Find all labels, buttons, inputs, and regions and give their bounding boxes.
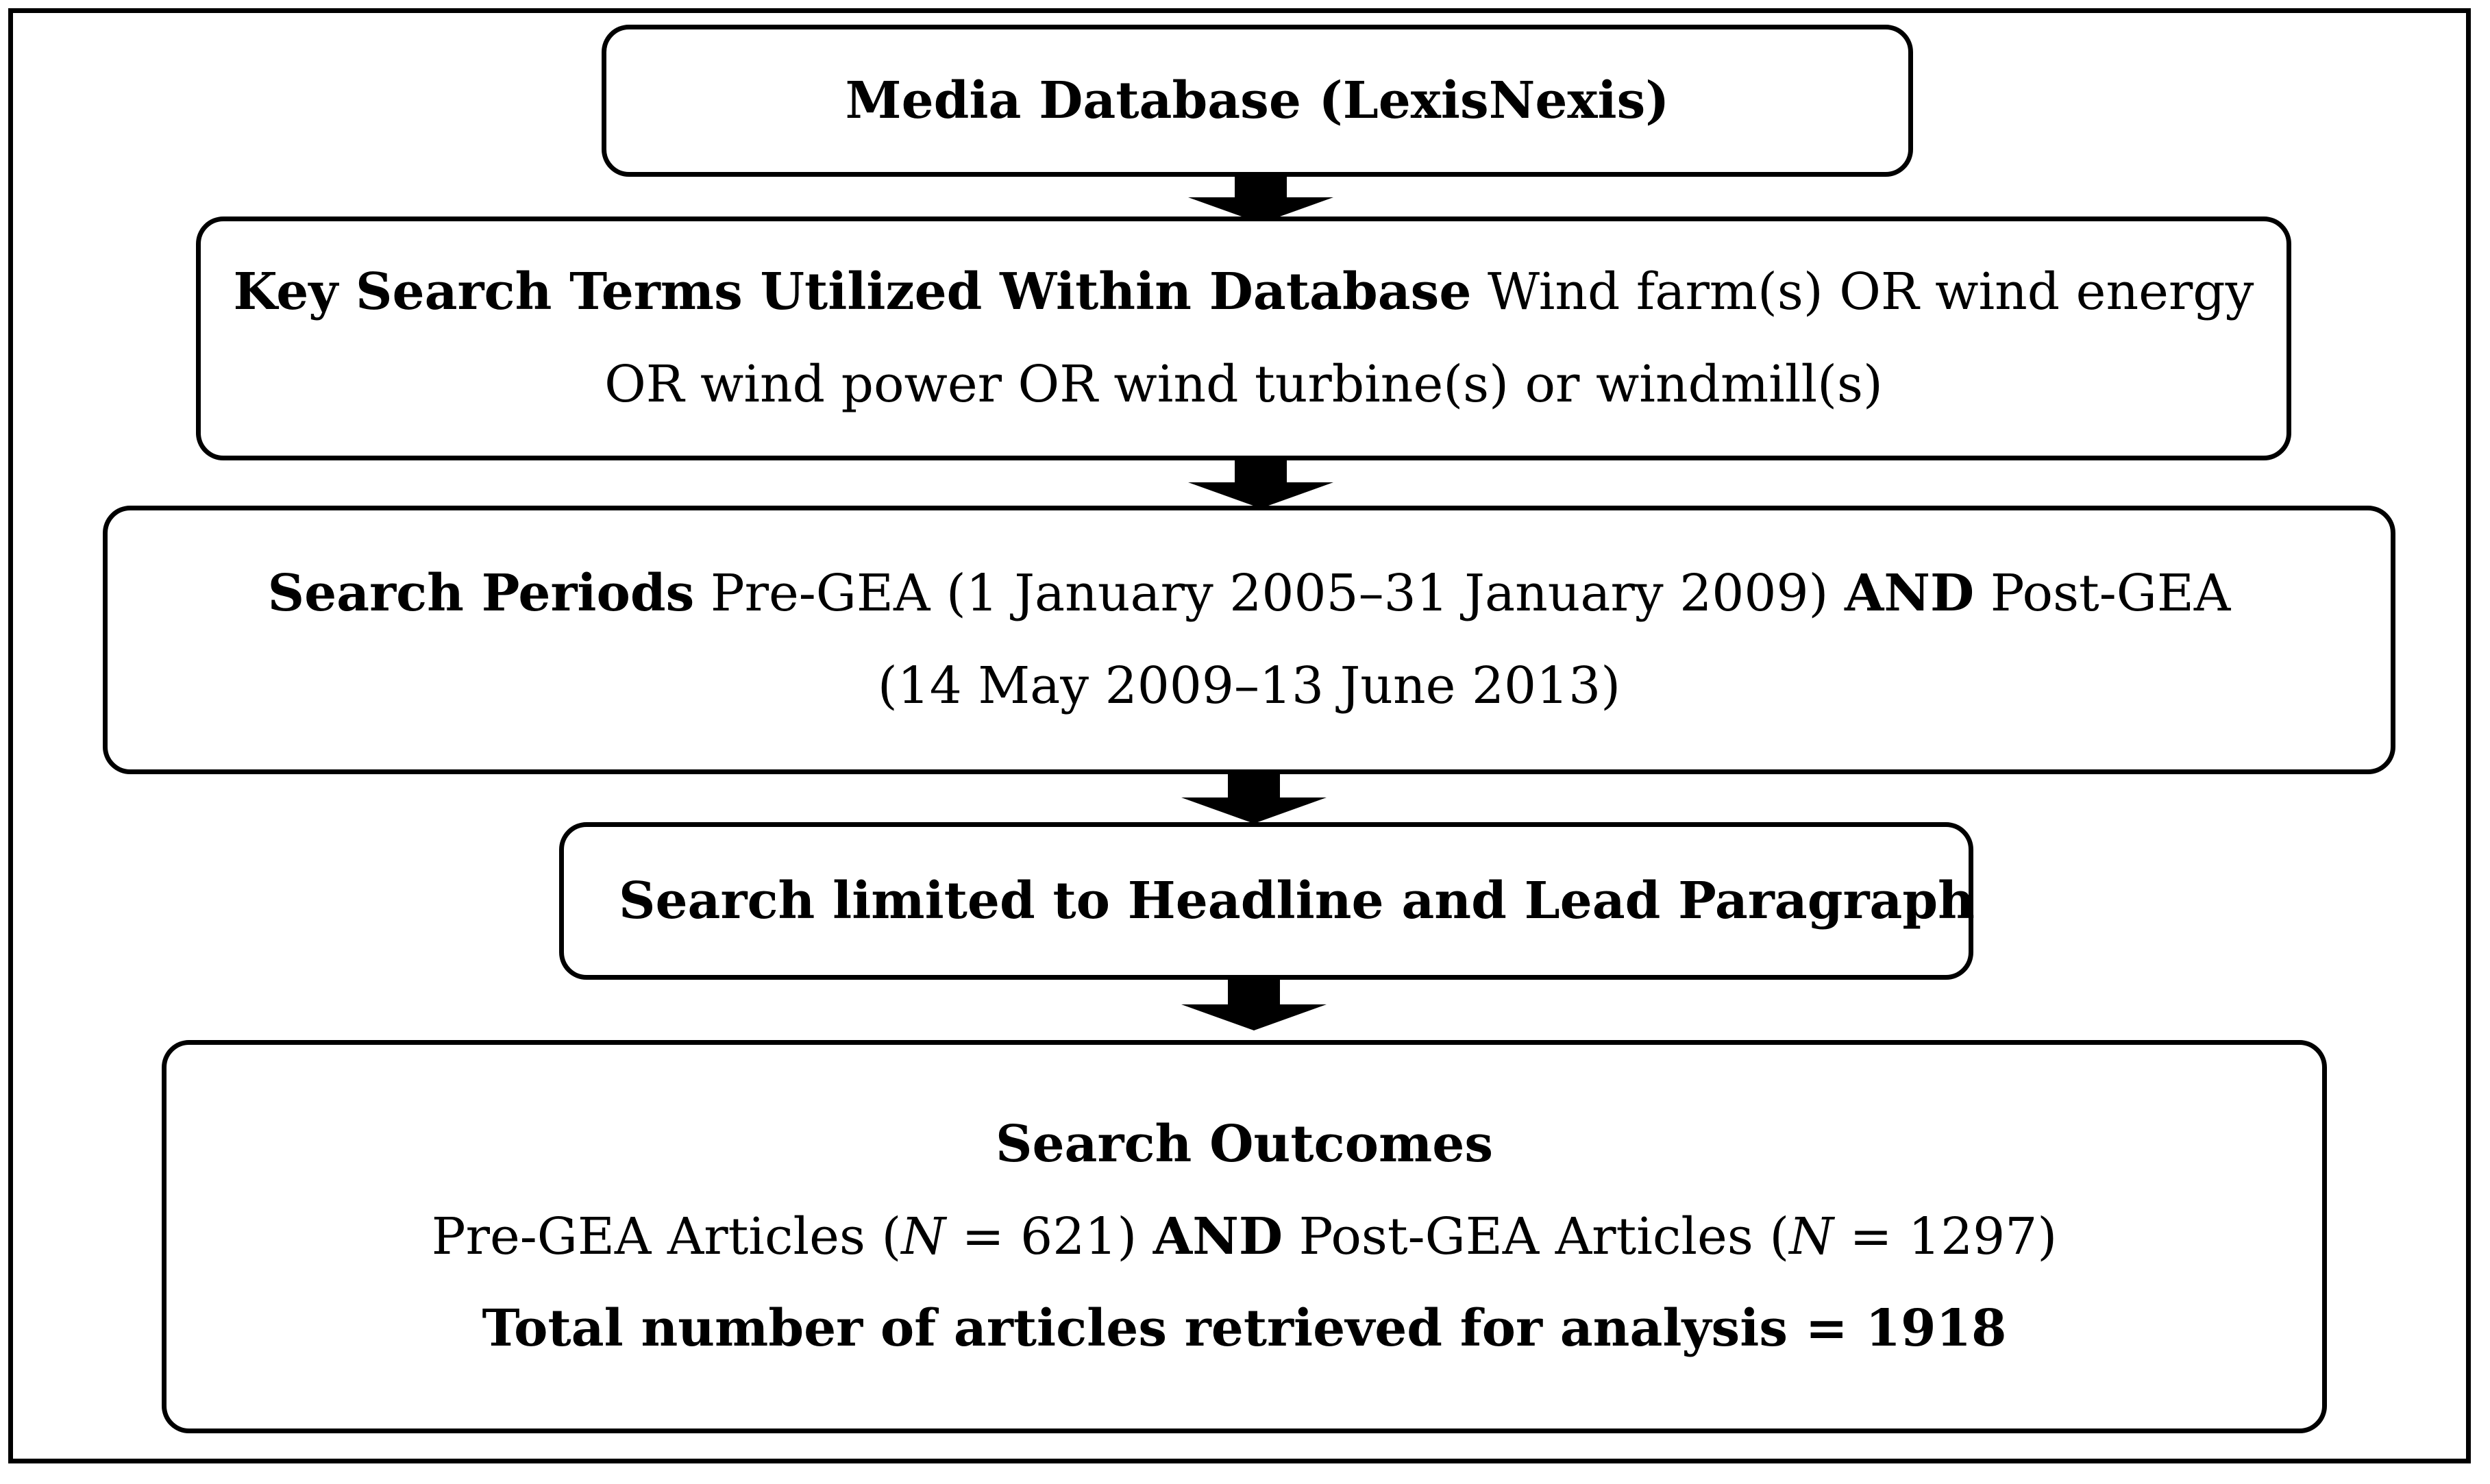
search-terms-box — [196, 217, 2291, 460]
post-gea-count: = 1297) — [1833, 1207, 2058, 1266]
post-gea-label: Post-GEA — [1990, 564, 2231, 623]
search-periods-line-1 — [268, 547, 2231, 640]
search-periods-and: AND — [1844, 564, 1975, 623]
media-database-box — [602, 25, 1913, 177]
post-gea-period: (14 May 2009–13 June 2013) — [877, 656, 1621, 715]
post-gea-articles-label: Post-GEA Articles ( — [1298, 1207, 1790, 1266]
search-periods-box — [103, 506, 2395, 774]
search-outcomes-and: AND — [1152, 1207, 1283, 1266]
media-database-title: Media Database (LexisNexis) — [845, 71, 1670, 130]
pre-gea-period: Pre-GEA (1 January 2005–31 January 2009) — [710, 564, 1829, 623]
search-outcomes-counts — [432, 1191, 2057, 1283]
pre-gea-n-symbol: N — [901, 1207, 946, 1266]
total-articles: Total number of articles retrieved for analysis = 1918 — [482, 1299, 2007, 1359]
search-periods-title: Search Periods — [267, 564, 695, 623]
search-limit-box — [559, 822, 1973, 980]
search-terms-line-1 — [234, 246, 2254, 338]
post-gea-n-symbol: N — [1789, 1207, 1834, 1266]
search-outcomes-title: Search Outcomes — [996, 1114, 1493, 1174]
search-terms-title: Key Search Terms Utilized Within Database — [233, 262, 1472, 322]
pre-gea-articles-label: Pre-GEA Articles ( — [431, 1207, 902, 1266]
search-terms-text-1: Wind farm(s) OR wind energy — [1487, 262, 2254, 322]
search-limit-title: Search limited to Headline and Lead Paragraph — [619, 871, 1975, 930]
pre-gea-count: = 621) — [946, 1207, 1137, 1266]
search-outcomes-box — [162, 1040, 2327, 1433]
search-terms-text-2: OR wind power OR wind turbine(s) or windmill(s) — [604, 355, 1883, 414]
